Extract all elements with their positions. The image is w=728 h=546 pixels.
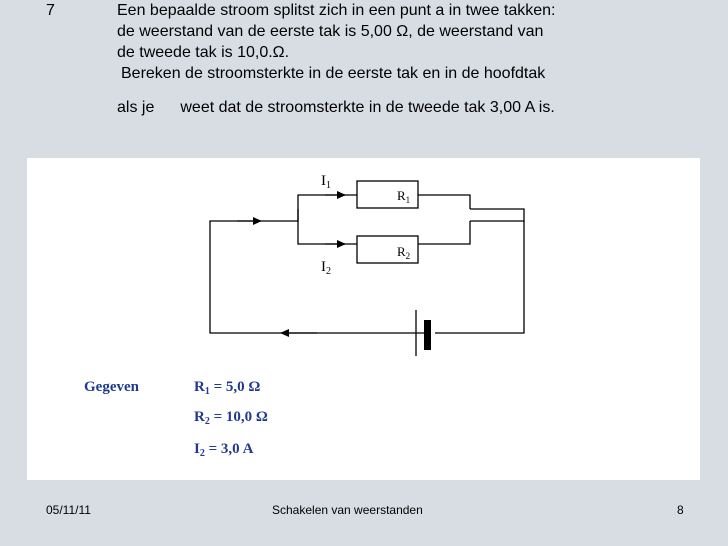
question-line-1: Een bepaalde stroom splitst zich in een punt a in twee takken:: [117, 2, 556, 19]
battery-short-plate: [424, 320, 431, 350]
figure-panel: [27, 158, 700, 480]
right-junction-wire: [470, 209, 524, 221]
question-line-5: [117, 97, 555, 118]
question-text: [117, 0, 555, 118]
label-i1: $I_1$: [321, 173, 331, 191]
given-heading: Gegeven: [84, 379, 139, 395]
given-r2: $R_2 = 10,0$ Ω: [194, 409, 268, 427]
question-number: 7: [46, 2, 55, 19]
footer-title: Schakelen van weerstanden: [272, 503, 423, 517]
main-wire-right: [435, 221, 524, 333]
given-r1: $R_1 = 5,0$ Ω: [194, 379, 261, 397]
question-line-2: de weerstand van de eerste tak is 5,00 Ω, de weerstand van: [117, 23, 544, 40]
label-i2: $I_2$: [321, 259, 331, 277]
given-i2: $I_2 = 3,0$ A: [194, 441, 254, 459]
footer-date: 05/11/11: [46, 503, 91, 517]
question-line-4: Bereken de stroomsterkte in de eerste tak en in de hoofdtak: [121, 65, 546, 82]
label-r1: $R_1$: [397, 188, 411, 205]
circuit-diagram: [27, 158, 700, 480]
footer-page-number: 8: [677, 503, 684, 517]
main-wire-left: [210, 209, 424, 333]
question-line-5-end: weet dat de stroomsterkte in de tweede tak 3,00 A is.: [180, 99, 555, 116]
question-line-5-start: als je: [117, 99, 155, 116]
question-line-3: de tweede tak is 10,0.Ω.: [117, 44, 290, 61]
label-r2: $R_2$: [397, 244, 411, 261]
